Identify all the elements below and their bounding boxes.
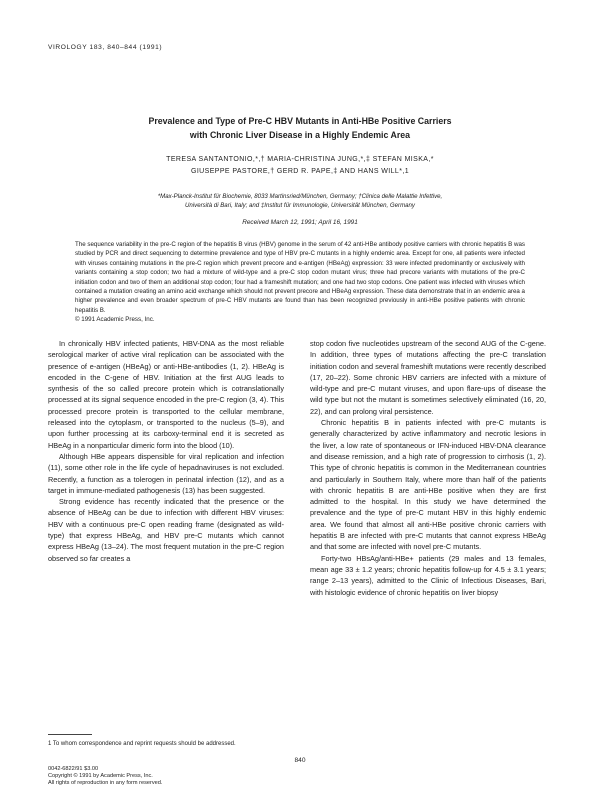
- affiliations: [72, 192, 528, 210]
- copyright-line-2: All rights of reproduction in any form reserved.: [48, 780, 163, 787]
- footnote-divider: [48, 734, 92, 735]
- affiliation-line-2: Università di Bari, Italy; and ‡Institut für Immunologie, Universität München, Germany: [185, 202, 415, 210]
- body-column-right: [310, 338, 546, 598]
- right-paragraph-1: stop codon five nucleotides upstream of the second AUG of the C-gene. In addition, three types of mutations affecting the pre-C translation initiation codon and several frameshift mutations were recently described (17, 20–22). Some chronic HBV carriers are infected with a mixture of wild-type and pre-C mutant viruses, and upon flare-ups of disease the wild type but not the mutant is sometimes selectively eliminated (16, 20, 22), and can prolong viral persistence.: [310, 339, 546, 416]
- article-title: [60, 114, 540, 142]
- page-number: 840: [294, 757, 306, 764]
- copyright-block: [48, 766, 162, 788]
- authors-line-1: TERESA SANTANTONIO,*,† MARIA-CHRISTINA JUNG,*,‡ STEFAN MISKA,*: [166, 156, 434, 163]
- title-line-2: with Chronic Liver Disease in a Highly Endemic Area: [189, 130, 411, 140]
- title-line-1: Prevalence and Type of Pre-C HBV Mutants in Anti-HBe Positive Carriers: [148, 116, 452, 126]
- abstract-copyright: © 1991 Academic Press, Inc.: [75, 316, 155, 324]
- abstract-text: The sequence variability in the pre-C region of the hepatitis B virus (HBV) genome in the serum of 42 anti-HBe antibody positive carriers with chronic hepatitis B was studied by PCR and direct sequencing to determine prevalence and type of HBV pre-C mutants in a highly endemic area. Except for one, all patients were infected with viruses containing mutations in the pre-C region which prevent precore and e-antigen (HBeAg) expression: 33 were infected predominantly or exclusively with variants containing a stop codon; two had a mixture of wild-type and a pre-C stop codon mutant virus; three had precore variants with mutations of the pre-C initiation codon and two of them an additional stop codon; four had a frameshift mutation; and one had two stop codons. One patient was infected with viruses which contained a mutation creating an amino acid exchange which should not prevent precore and HBeAg expression. These data demonstrate that in an endemic area a higher prevalence and even broader spectrum of pre-C HBV mutants are found than has been recognized previously in anti-HBe positive patients with chronic hepatitis B.: [75, 241, 525, 314]
- issn-line: 0042-6822/91 $3.00: [48, 766, 99, 772]
- received-date: Received March 12, 1991; April 16, 1991: [242, 219, 358, 226]
- author-list: [60, 154, 540, 178]
- affiliation-line-1: *Max-Planck-Institut für Biochemie, 8033 Martinsried/München, Germany; †Clinica delle Malattie Infettive,: [157, 193, 443, 200]
- body-column-left: [48, 338, 284, 564]
- copyright-line-1: Copyright © 1991 by Academic Press, Inc.: [48, 773, 153, 780]
- right-paragraph-2: Chronic hepatitis B in patients infected with pre-C mutants is generally characterized by active inflammatory and necrotic lesions in the liver, a low rate of spontaneous or IFN-induced HBV-DNA clearance and disease remission, and a high rate of progression to cirrhosis (1, 2). This type of chronic hepatitis is common in the Mediterranean countries and particularly in Southern Italy, where more than half of the patients with chronic hepatitis B are anti-HBe positive when they are first admitted to the hospital. In this study we have determined the prevalence and the type of pre-C mutant HBV in this highly endemic area. We found that almost all anti-HBe positive chronic carriers with hepatitis B are infected with pre-C mutants that cannot express HBeAg and that some are infected with novel pre-C mutants.: [310, 418, 546, 552]
- right-paragraph-3: Forty-two HBsAg/anti-HBe+ patients (29 males and 13 females, mean age 33 ± 1.2 years; chronic hepatitis follow-up for 4.5 ± 3.1 years; range 2–13 years), admitted to the Clinic of Infectious Diseases, Bari, with histologic evidence of chronic hepatitis on liver biopsy: [310, 553, 546, 597]
- footnote: 1 To whom correspondence and reprint requests should be addressed.: [48, 741, 236, 747]
- left-paragraph-1: In chronically HBV infected patients, HBV-DNA as the most reliable serological marker of active viral replication can be associated with the presence of e-antigen (HBeAg) or anti-HBe-antibodies (1, 2). HBeAg is encoded in the C-gene of HBV. Initiation at the first AUG leads to synthesis of the so called precore protein which is cotranslationally processed at its signal sequence encoded in the pre-C region (3, 4). This processed precore protein is transported to the cellular membrane, released into the cytoplasm, or transported to the nucleus (5–9), and upon further processing at its carboxy-terminal end it is secreted as HBeAg in a nonparticular dimeric form into the blood (10).: [48, 339, 284, 450]
- journal-reference: VIROLOGY 183, 840–844 (1991): [48, 44, 163, 51]
- left-paragraph-3: Strong evidence has recently indicated that the presence or the absence of HBeAg can be due to infection with different HBV viruses: HBV with a continuous pre-C open reading frame (designated as wild-type) that express HBeAg, and HBV pre-C mutants which cannot express HBeAg (13–24). The most frequent mutation in the pre-C region observed so far creates a: [48, 497, 284, 563]
- left-paragraph-2: Although HBe appears dispensible for viral replication and infection (11), some other role in the life cycle of hepadnaviruses is not excluded. Recently, a function as a tolerogen in perinatal infection (12), and as a target in immune-mediated pathogenesis (13) has been suggested.: [48, 451, 284, 495]
- authors-line-2: GIUSEPPE PASTORE,† GERD R. PAPE,‡ AND HANS WILL*,1: [190, 168, 409, 175]
- abstract: [75, 240, 525, 325]
